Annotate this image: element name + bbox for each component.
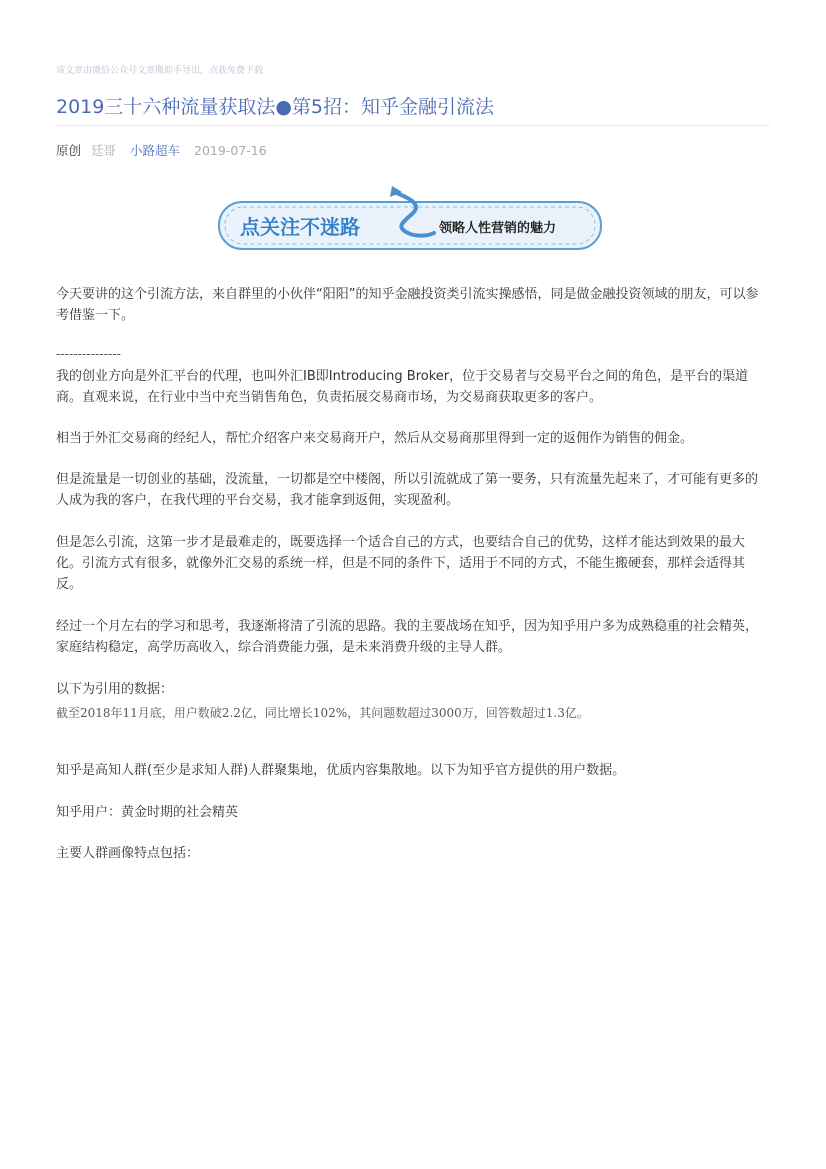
article-meta bbox=[56, 141, 267, 159]
author-name: 廷哥 bbox=[91, 143, 117, 158]
paragraph-traffic: 但是流量是一切创业的基础，没流量，一切都是空中楼阁，所以引流就成了第一要务，只有流量先起来了，才可能有更多的人成为我的客户，在我代理的平台交易，我才能拿到返佣，实现盈利。 bbox=[56, 472, 759, 508]
paragraph-portrait: 主要人群画像特点包括： bbox=[56, 846, 200, 861]
title-divider bbox=[56, 125, 770, 126]
separator-line: --------------- bbox=[56, 347, 121, 361]
paragraph-business: 我的创业方向是外汇平台的代理，也叫外汇IB即Introducing Broker，位于交易者与交易平台之间的角色，是平台的渠道商。直观来说，在行业中当中充当销售角色，负责拓展交易商市场，为交易商获取更多的客户。 bbox=[56, 369, 749, 405]
publish-date: 2019-07-16 bbox=[194, 143, 267, 158]
account-link[interactable]: 小路超车 bbox=[130, 143, 181, 158]
follow-banner-graphic bbox=[216, 183, 606, 255]
follow-banner[interactable] bbox=[216, 183, 606, 255]
banner-right-text: 领略人性营销的魅力 bbox=[439, 221, 557, 236]
paragraph-intro: 今天要讲的这个引流方法，来自群里的小伙伴“阳阳”的知乎金融投资类引流实操感悟，同是做金融投资领域的朋友，可以参考借鉴一下。 bbox=[56, 287, 759, 323]
banner-left-text: 点关注不迷路 bbox=[240, 215, 360, 239]
paragraph-users: 知乎用户：黄金时期的社会精英 bbox=[56, 805, 239, 820]
original-badge: 原创 bbox=[56, 143, 82, 158]
article-title: 2019三十六种流量获取法●第5招：知乎金融引流法 bbox=[56, 96, 495, 118]
paragraph-zhihu: 经过一个月左右的学习和思考，我逐渐将清了引流的思路。我的主要战场在知乎，因为知乎用户多为成熟稳重的社会精英，家庭结构稳定，高学历高收入，综合消费能力强，是未来消费升级的主导人群。 bbox=[56, 619, 759, 655]
paragraph-broker: 相当于外汇交易商的经纪人，帮忙介绍客户来交易商开户，然后从交易商那里得到一定的返佣作为销售的佣金。 bbox=[56, 431, 694, 446]
paragraph-method: 但是怎么引流，这第一步才是最难走的，既要选择一个适合自己的方式，也要结合自己的优势，这样才能达到效果的最大化。引流方式有很多，就像外汇交易的系统一样，但是不同的条件下，适用于不同的方式，不能生搬硬套，那样会适得其反。 bbox=[56, 535, 746, 592]
quote-label: 以下为引用的数据： bbox=[56, 682, 174, 697]
paragraph-audience: 知乎是高知人群(至少是求知人群)人群聚集地，优质内容集散地。以下为知乎官方提供的用户数据。 bbox=[56, 763, 626, 778]
export-watermark-link[interactable]: 该文章由微信公众号文章搬助手导出，点我免费下载 bbox=[56, 66, 264, 76]
quote-data: 截至2018年11月底，用户数破2.2亿，同比增长102%，其问题数超过3000万，回答数超过1.3亿。 bbox=[56, 706, 589, 720]
